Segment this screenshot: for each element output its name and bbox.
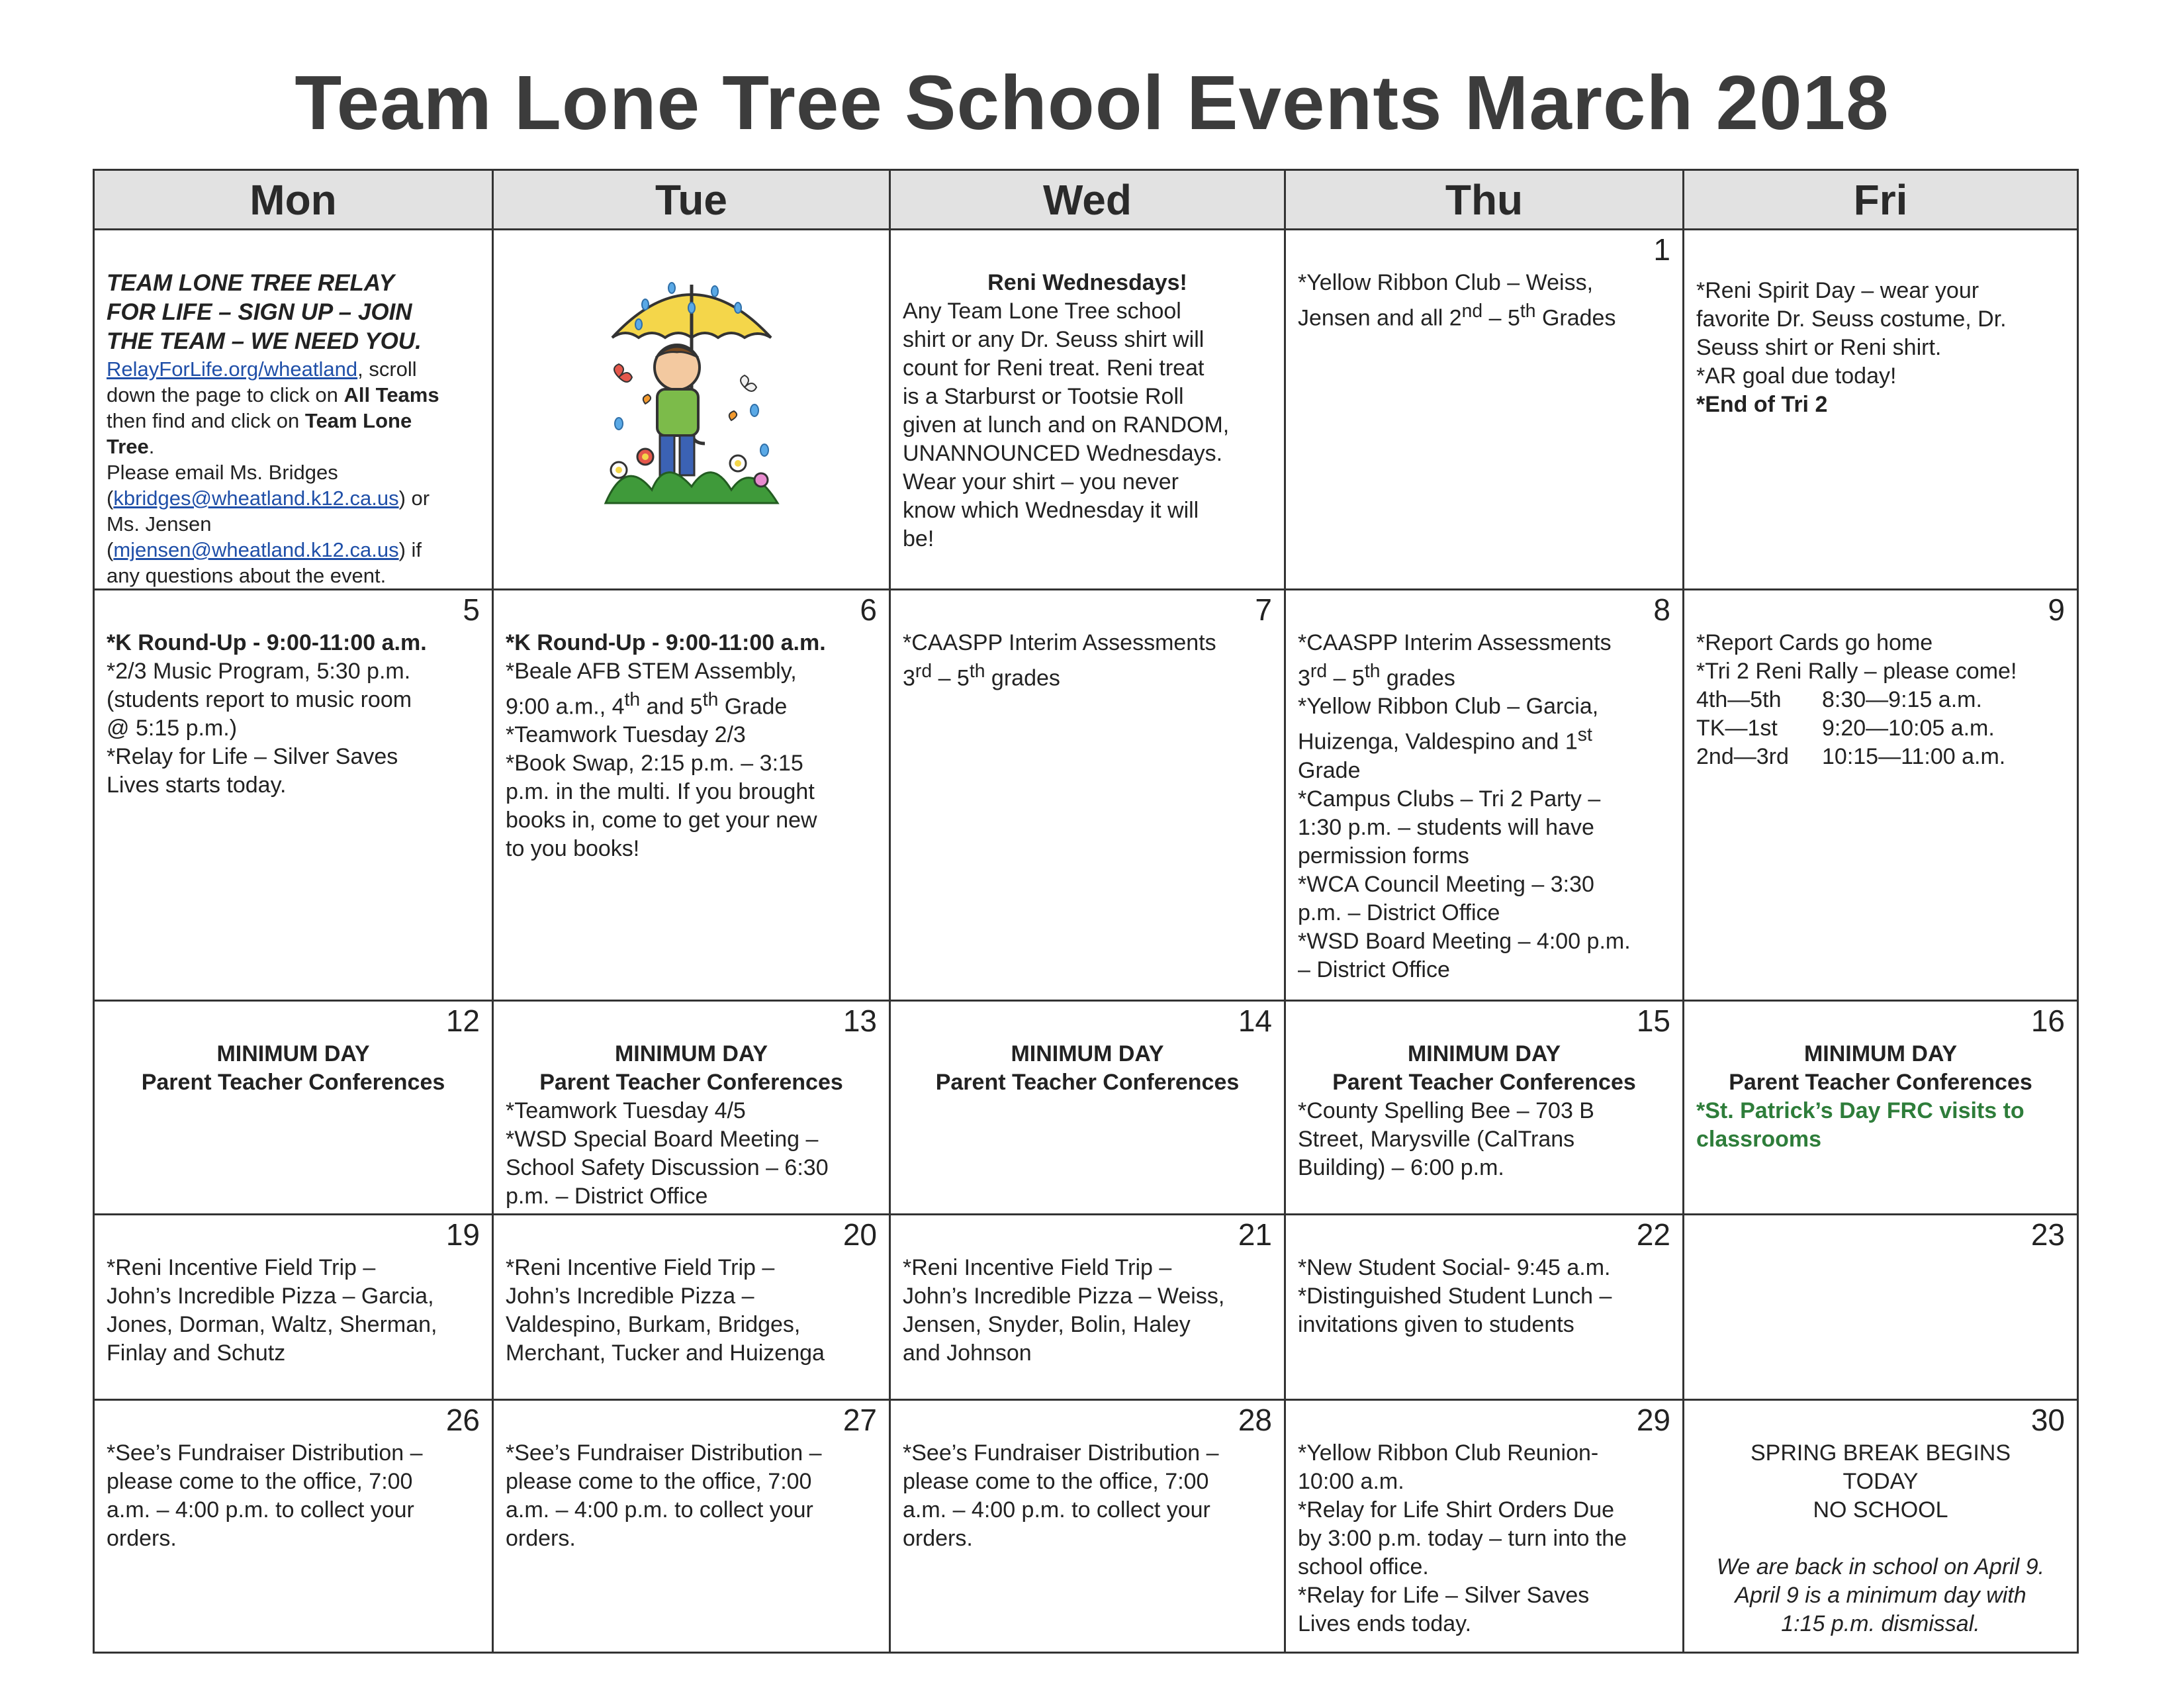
event-line: please come to the office, 7:00	[107, 1469, 413, 1494]
event-list	[506, 629, 877, 863]
rally-row	[1696, 686, 2065, 714]
conferences-label: Parent Teacher Conferences	[539, 1070, 843, 1095]
minimum-day-label: MINIMUM DAY	[1803, 1041, 1958, 1066]
minimum-day-label: MINIMUM DAY	[1407, 1041, 1561, 1066]
event-list	[107, 629, 480, 800]
return-note-line: We are back in school on April 9.	[1716, 1554, 2045, 1579]
superscript: rd	[1310, 661, 1328, 682]
event-line	[1298, 721, 1670, 756]
text: Huizenga, Valdespino and 1	[1298, 729, 1578, 755]
event-line: John’s Incredible Pizza –	[506, 1284, 754, 1309]
email-link-bridges[interactable]: kbridges@wheatland.k12.ca.us	[113, 487, 399, 510]
rally-grades: 4th—5th	[1696, 687, 1782, 712]
event-line: please come to the office, 7:00	[903, 1469, 1209, 1494]
event-line: *Reni Incentive Field Trip –	[107, 1255, 376, 1280]
superscript: th	[702, 689, 719, 710]
event-list	[107, 1040, 480, 1097]
event-line: – District Office	[1298, 957, 1450, 982]
event-line: *County Spelling Bee – 703 B	[1298, 1098, 1594, 1123]
day-header-tue: Tue	[494, 171, 891, 230]
event-line: orders.	[903, 1526, 973, 1551]
cell-relay-info	[95, 230, 494, 590]
day-header-thu: Thu	[1286, 171, 1684, 230]
cell-day-1	[1286, 230, 1684, 590]
event-line: count for Reni treat. Reni treat	[903, 355, 1205, 381]
st-patricks-line: *St. Patrick’s Day FRC visits to	[1696, 1098, 2025, 1123]
event-line: @ 5:15 p.m.)	[107, 716, 238, 741]
day-header-fri: Fri	[1684, 171, 2079, 230]
event-line: *CAASPP Interim Assessments	[903, 630, 1216, 655]
date-number: 23	[2030, 1217, 2065, 1252]
event-line: Building) – 6:00 p.m.	[1298, 1155, 1504, 1180]
date-number: 21	[1238, 1217, 1272, 1252]
event-line: *2/3 Music Program, 5:30 p.m.	[107, 659, 411, 684]
event-line-bold: *End of Tri 2	[1696, 392, 1828, 417]
event-line: *See’s Fundraiser Distribution –	[506, 1440, 822, 1466]
relay-bold: Team Lone	[304, 409, 412, 432]
calendar-grid	[93, 169, 2079, 1654]
email-link-jensen[interactable]: mjensen@wheatland.k12.ca.us	[113, 538, 399, 561]
date-number: 14	[1238, 1004, 1272, 1038]
event-list	[506, 1040, 877, 1211]
event-line: favorite Dr. Seuss costume, Dr.	[1696, 306, 2007, 332]
date-number: 12	[445, 1004, 480, 1038]
event-list	[1696, 629, 2065, 771]
event-line: p.m. – District Office	[506, 1184, 708, 1209]
event-line: given at lunch and on RANDOM,	[903, 412, 1230, 438]
minimum-day-label: MINIMUM DAY	[1011, 1041, 1164, 1066]
cell-day-14	[891, 1002, 1286, 1215]
event-line: *Relay for Life – Silver Saves	[1298, 1583, 1590, 1608]
relay-line-10: Ms. Jensen	[107, 512, 212, 536]
relay-text: then find and click on	[107, 409, 305, 432]
relay-text: down the page to click on	[107, 383, 344, 406]
date-number: 8	[1653, 592, 1670, 627]
event-list	[1696, 1439, 2065, 1638]
date-number: 6	[860, 592, 877, 627]
text: – 5	[1482, 305, 1520, 331]
minimum-day-label: MINIMUM DAY	[216, 1041, 370, 1066]
page-title: Team Lone Tree School Events March 2018	[295, 60, 1889, 146]
event-list	[1696, 277, 2065, 419]
event-line: *Yellow Ribbon Club – Garcia,	[1298, 694, 1599, 720]
rally-time: 9:20—10:05 a.m.	[1822, 716, 1995, 741]
event-list	[903, 1040, 1272, 1097]
event-line: *See’s Fundraiser Distribution –	[903, 1440, 1219, 1466]
cell-wed-reni	[891, 230, 1286, 590]
event-line: *Book Swap, 2:15 p.m. – 3:15	[506, 751, 803, 776]
event-line: 1:30 p.m. – students will have	[1298, 814, 1594, 840]
event-line: John’s Incredible Pizza – Garcia,	[107, 1284, 434, 1309]
cell-day-5	[95, 590, 494, 1002]
event-line: know which Wednesday it will	[903, 498, 1199, 523]
date-number: 20	[842, 1217, 877, 1252]
event-line	[506, 686, 877, 721]
event-list	[1696, 1040, 2065, 1154]
event-line: 10:00 a.m.	[1298, 1469, 1404, 1494]
event-line: *Teamwork Tuesday 4/5	[506, 1098, 746, 1123]
event-line: to you books!	[506, 836, 640, 862]
event-list	[903, 1254, 1272, 1368]
superscript: st	[1577, 724, 1592, 746]
day-header-mon: Mon	[95, 171, 494, 230]
event-line: school office.	[1298, 1554, 1429, 1579]
event-line	[1298, 657, 1670, 692]
reni-wednesdays-title: Reni Wednesdays!	[987, 270, 1187, 295]
event-line: UNANNOUNCED Wednesdays.	[903, 441, 1223, 466]
text: 3	[903, 665, 915, 691]
cell-day-7	[891, 590, 1286, 1002]
rally-time: 10:15—11:00 a.m.	[1822, 744, 2006, 769]
cell-day-6	[494, 590, 891, 1002]
cell-umbrella-art	[494, 230, 891, 590]
cell-day-29	[1286, 1401, 1684, 1654]
event-line: a.m. – 4:00 p.m. to collect your	[506, 1497, 813, 1523]
text: – 5	[932, 665, 970, 691]
event-line: Jensen, Snyder, Bolin, Haley	[903, 1312, 1191, 1337]
relay-line-6	[107, 408, 480, 434]
relay-heading-3: THE TEAM – WE NEED YOU.	[107, 328, 422, 354]
event-line	[1298, 297, 1670, 332]
event-list	[107, 1439, 480, 1553]
relay-text: , scroll	[357, 357, 417, 381]
superscript: rd	[915, 661, 933, 682]
conferences-label: Parent Teacher Conferences	[141, 1070, 445, 1095]
event-list	[1298, 629, 1670, 984]
relay-line-7	[107, 434, 480, 459]
rally-row	[1696, 743, 2065, 771]
event-line: *Reni Incentive Field Trip –	[506, 1255, 775, 1280]
date-number: 5	[463, 592, 480, 627]
spring-break-line: TODAY	[1843, 1469, 1919, 1494]
st-patricks-line: classrooms	[1696, 1127, 1821, 1152]
event-line: permission forms	[1298, 843, 1469, 868]
event-line: p.m. – District Office	[1298, 900, 1500, 925]
text: 9:00 a.m., 4	[506, 694, 625, 720]
date-number: 22	[1636, 1217, 1670, 1252]
text: grades	[985, 665, 1060, 691]
event-line: *Reni Spirit Day – wear your	[1696, 278, 1979, 303]
event-line: *WSD Special Board Meeting –	[506, 1127, 819, 1152]
relay-text: ) or	[398, 487, 430, 510]
event-line: *WSD Board Meeting – 4:00 p.m.	[1298, 928, 1631, 954]
event-line: Finlay and Schutz	[107, 1340, 286, 1366]
rally-row	[1696, 714, 2065, 743]
rally-grades: TK—1st	[1696, 716, 1778, 741]
relay-heading-2: FOR LIFE – SIGN UP – JOIN	[107, 299, 412, 325]
superscript: th	[969, 661, 985, 682]
rally-time: 8:30—9:15 a.m.	[1822, 687, 1982, 712]
event-list	[1298, 1040, 1670, 1182]
date-number: 27	[842, 1403, 877, 1437]
event-line: books in, come to get your new	[506, 808, 817, 833]
date-number: 9	[2048, 592, 2065, 627]
spacer	[1696, 1524, 2065, 1553]
event-line: *Beale AFB STEM Assembly,	[506, 659, 797, 684]
event-line: *New Student Social- 9:45 a.m.	[1298, 1255, 1611, 1280]
event-line: *Tri 2 Reni Rally – please come!	[1696, 659, 2017, 684]
event-line: Lives ends today.	[1298, 1611, 1472, 1636]
event-line: p.m. in the multi. If you brought	[506, 779, 815, 805]
cell-day-16	[1684, 1002, 2079, 1215]
conferences-label: Parent Teacher Conferences	[1332, 1070, 1636, 1095]
event-line: a.m. – 4:00 p.m. to collect your	[107, 1497, 414, 1523]
event-line: and Johnson	[903, 1340, 1032, 1366]
event-list	[1298, 1254, 1670, 1339]
event-line: Jones, Dorman, Waltz, Sherman,	[107, 1312, 437, 1337]
superscript: nd	[1461, 301, 1483, 322]
cell-day-20	[494, 1215, 891, 1401]
cell-day-9	[1684, 590, 2079, 1002]
relay-link-line	[107, 356, 480, 382]
relay-line-5	[107, 382, 480, 408]
event-line: *Teamwork Tuesday 2/3	[506, 722, 746, 748]
relay-heading-1: TEAM LONE TREE RELAY	[107, 270, 394, 296]
event-line: please come to the office, 7:00	[506, 1469, 812, 1494]
return-note-line: 1:15 p.m. dismissal.	[1781, 1611, 1980, 1636]
spring-break-line: SPRING BREAK BEGINS	[1751, 1440, 2011, 1466]
event-line: *Yellow Ribbon Club – Weiss,	[1298, 270, 1594, 295]
text: Grades	[1535, 305, 1616, 331]
day-header-wed: Wed	[891, 171, 1286, 230]
date-number: 13	[842, 1004, 877, 1038]
text: Grade	[718, 694, 788, 720]
event-line: orders.	[506, 1526, 576, 1551]
relay-email-line-2: (mjensen@wheatland.k12.ca.us) if	[107, 538, 422, 561]
cell-day-19	[95, 1215, 494, 1401]
cell-day-28	[891, 1401, 1286, 1654]
event-line: *Relay for Life Shirt Orders Due	[1298, 1497, 1615, 1523]
event-line: Lives starts today.	[107, 773, 287, 798]
text: – 5	[1327, 665, 1365, 691]
event-list	[506, 1439, 877, 1553]
cell-day-22	[1286, 1215, 1684, 1401]
event-line: a.m. – 4:00 p.m. to collect your	[903, 1497, 1210, 1523]
cell-fri-reni-spirit	[1684, 230, 2079, 590]
date-number: 26	[445, 1403, 480, 1437]
minimum-day-label: MINIMUM DAY	[614, 1041, 768, 1066]
event-line: Valdespino, Burkam, Bridges,	[506, 1312, 801, 1337]
event-line: *Relay for Life – Silver Saves	[107, 744, 398, 769]
relay-bold: All Teams	[343, 383, 439, 406]
event-line: Merchant, Tucker and Huizenga	[506, 1340, 825, 1366]
cell-day-27	[494, 1401, 891, 1654]
event-line: is a Starburst or Tootsie Roll	[903, 384, 1184, 409]
superscript: th	[1364, 661, 1381, 682]
relay-text: .	[148, 435, 155, 458]
event-line	[903, 657, 1272, 692]
cell-day-30	[1684, 1401, 2079, 1654]
return-note-line: April 9 is a minimum day with	[1735, 1583, 2026, 1608]
cell-day-12	[95, 1002, 494, 1215]
event-line: invitations given to students	[1298, 1312, 1574, 1337]
date-number: 15	[1636, 1004, 1670, 1038]
event-line: Any Team Lone Tree school	[903, 299, 1181, 324]
event-list	[506, 1254, 877, 1368]
event-list	[107, 1254, 480, 1368]
text: and 5	[640, 694, 703, 720]
cell-day-13	[494, 1002, 891, 1215]
event-line: orders.	[107, 1526, 177, 1551]
date-number: 28	[1238, 1403, 1272, 1437]
cell-day-26	[95, 1401, 494, 1654]
event-line: *See’s Fundraiser Distribution –	[107, 1440, 423, 1466]
cell-day-8	[1286, 590, 1684, 1002]
event-line: shirt or any Dr. Seuss shirt will	[903, 327, 1205, 352]
superscript: th	[624, 689, 641, 710]
relay-text: ) if	[398, 538, 422, 561]
event-list	[903, 629, 1272, 692]
event-line: Seuss shirt or Reni shirt.	[1696, 335, 1942, 360]
event-list	[1298, 269, 1670, 332]
event-line-bold: *K Round-Up - 9:00-11:00 a.m.	[506, 630, 826, 655]
event-line: *Yellow Ribbon Club Reunion-	[1298, 1440, 1599, 1466]
event-line-bold: *K Round-Up - 9:00-11:00 a.m.	[107, 630, 427, 655]
relay-line-12: any questions about the event.	[107, 564, 387, 587]
event-line: *Reni Incentive Field Trip –	[903, 1255, 1172, 1280]
text: grades	[1380, 665, 1455, 691]
date-number: 7	[1255, 592, 1272, 627]
event-line: *CAASPP Interim Assessments	[1298, 630, 1612, 655]
text: 3	[1298, 665, 1310, 691]
spring-break-line: NO SCHOOL	[1813, 1497, 1948, 1523]
event-line: Wear your shirt – you never	[903, 469, 1179, 494]
event-line: Street, Marysville (CalTrans	[1298, 1127, 1575, 1152]
umbrella-kid-clipart	[599, 258, 784, 510]
event-list	[1298, 1439, 1670, 1638]
cell-day-21	[891, 1215, 1286, 1401]
cell-day-15	[1286, 1002, 1684, 1215]
relay-email-line-1: (kbridges@wheatland.k12.ca.us) or	[107, 487, 430, 510]
event-line: *Report Cards go home	[1696, 630, 1933, 655]
date-number: 1	[1653, 232, 1670, 267]
reni-wednesdays-text	[903, 297, 1272, 553]
event-line: Grade	[1298, 757, 1361, 783]
event-line: School Safety Discussion – 6:30	[506, 1155, 829, 1180]
relay-link[interactable]: RelayForLife.org/wheatland	[107, 357, 358, 381]
event-line: *WCA Council Meeting – 3:30	[1298, 871, 1594, 897]
conferences-label: Parent Teacher Conferences	[1729, 1070, 2032, 1095]
event-line: John’s Incredible Pizza – Weiss,	[903, 1284, 1225, 1309]
event-line: be!	[903, 526, 934, 551]
date-number: 29	[1636, 1403, 1670, 1437]
conferences-label: Parent Teacher Conferences	[935, 1070, 1240, 1095]
date-number: 19	[445, 1217, 480, 1252]
rally-grades: 2nd—3rd	[1696, 744, 1789, 769]
event-list	[903, 1439, 1272, 1553]
event-line: *Distinguished Student Lunch –	[1298, 1284, 1612, 1309]
relay-bold: Tree	[107, 435, 149, 458]
date-number: 30	[2030, 1403, 2065, 1437]
cell-day-23	[1684, 1215, 2079, 1401]
event-line: *AR goal due today!	[1696, 363, 1897, 389]
date-number: 16	[2030, 1004, 2065, 1038]
event-line: *Campus Clubs – Tri 2 Party –	[1298, 786, 1601, 812]
event-line: (students report to music room	[107, 687, 412, 712]
text: Jensen and all 2	[1298, 305, 1462, 331]
relay-line-8: Please email Ms. Bridges	[107, 461, 338, 484]
superscript: th	[1520, 301, 1536, 322]
event-line: by 3:00 p.m. today – turn into the	[1298, 1526, 1627, 1551]
